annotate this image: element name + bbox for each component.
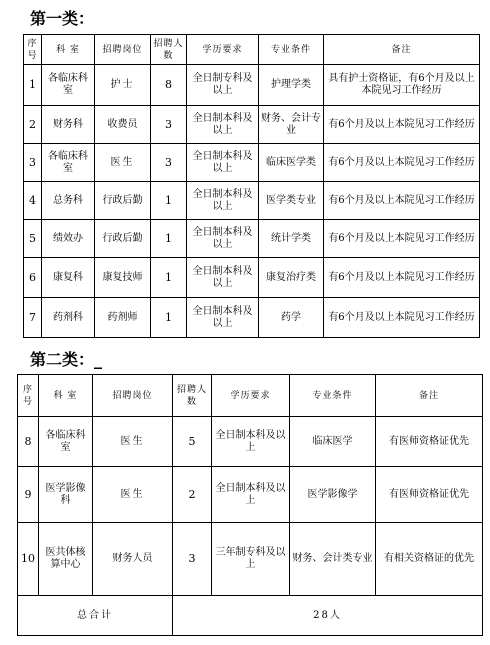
cell-seq: 7	[24, 298, 42, 338]
cell-note: 有6个月及以上本院见习工作经历	[324, 144, 480, 182]
cell-count: 3	[151, 144, 187, 182]
header-major: 专业条件	[290, 375, 376, 417]
cell-count: 1	[151, 258, 187, 298]
total-row	[18, 596, 483, 636]
cell-position: 财务人员	[93, 523, 173, 596]
cell-education: 全日制本科及以上	[187, 182, 259, 220]
cell-note: 有医师资格证优先	[376, 467, 483, 523]
total-label: 总合计	[18, 596, 173, 636]
cell-dept: 康复科	[42, 258, 95, 298]
table-row	[18, 467, 483, 523]
cell-major: 临床医学	[290, 417, 376, 467]
cell-count: 1	[151, 298, 187, 338]
table-row	[24, 182, 480, 220]
cell-major: 统计学类	[259, 220, 324, 258]
header-major: 专业条件	[259, 35, 324, 65]
cell-major: 医学类专业	[259, 182, 324, 220]
cell-note: 有相关资格证的优先	[376, 523, 483, 596]
header-note: 备注	[376, 375, 483, 417]
header-seq: 序号	[24, 35, 42, 65]
cell-dept: 各临床科室	[42, 144, 95, 182]
cell-major: 财务、会计专业	[259, 106, 324, 144]
header-education: 学历要求	[212, 375, 290, 417]
cell-note: 具有护士资格证，有6个月及以上本院见习工作经历	[324, 65, 480, 106]
table-header-row	[24, 35, 480, 65]
header-position: 招聘岗位	[95, 35, 151, 65]
cell-count: 3	[173, 523, 212, 596]
table-header-row	[18, 375, 483, 417]
cell-education: 全日制本科及以上	[212, 417, 290, 467]
cell-position: 行政后勤	[95, 220, 151, 258]
cell-seq: 10	[18, 523, 39, 596]
cell-seq: 9	[18, 467, 39, 523]
cell-note: 有6个月及以上本院见习工作经历	[324, 182, 480, 220]
cell-seq: 6	[24, 258, 42, 298]
cell-education: 全日制本科及以上	[187, 258, 259, 298]
cell-education: 全日制本科及以上	[187, 144, 259, 182]
cell-dept: 总务科	[42, 182, 95, 220]
table-row	[24, 106, 480, 144]
section-1-title: 第一类：	[30, 9, 95, 28]
header-dept: 科 室	[42, 35, 95, 65]
header-count: 招聘人数	[151, 35, 187, 65]
cell-position: 医生	[93, 417, 173, 467]
cell-position: 康复技师	[95, 258, 151, 298]
cell-dept: 医学影像科	[39, 467, 93, 523]
cell-education: 全日制本科及以上	[187, 298, 259, 338]
cell-count: 1	[151, 182, 187, 220]
cell-dept: 各临床科室	[42, 65, 95, 106]
total-value: 28人	[173, 596, 483, 636]
recruitment-table-2	[17, 374, 483, 636]
cell-seq: 8	[18, 417, 39, 467]
cell-note: 有6个月及以上本院见习工作经历	[324, 106, 480, 144]
cell-education: 全日制专科及以上	[187, 65, 259, 106]
cell-dept: 医共体核算中心	[39, 523, 93, 596]
cell-major: 药学	[259, 298, 324, 338]
cell-note: 有医师资格证优先	[376, 417, 483, 467]
cell-position: 行政后勤	[95, 182, 151, 220]
cell-count: 1	[151, 220, 187, 258]
header-dept: 科 室	[39, 375, 93, 417]
cell-major: 康复治疗类	[259, 258, 324, 298]
cell-position: 医生	[95, 144, 151, 182]
cell-note: 有6个月及以上本院见习工作经历	[324, 220, 480, 258]
cell-dept: 药剂科	[42, 298, 95, 338]
cell-major: 财务、会计类专业	[290, 523, 376, 596]
cell-major: 临床医学类	[259, 144, 324, 182]
cell-count: 5	[173, 417, 212, 467]
table-row	[24, 220, 480, 258]
cell-education: 全日制本科及以上	[187, 106, 259, 144]
cell-position: 护士	[95, 65, 151, 106]
table-row	[24, 65, 480, 106]
cell-count: 2	[173, 467, 212, 523]
cell-education: 全日制本科及以上	[187, 220, 259, 258]
header-count: 招聘人数	[173, 375, 212, 417]
cell-count: 3	[151, 106, 187, 144]
table-row	[18, 417, 483, 467]
cell-seq: 1	[24, 65, 42, 106]
header-note: 备注	[324, 35, 480, 65]
section-2-title: 第二类：_	[30, 350, 103, 369]
cell-seq: 3	[24, 144, 42, 182]
cell-note: 有6个月及以上本院见习工作经历	[324, 298, 480, 338]
cell-dept: 各临床科室	[39, 417, 93, 467]
cell-seq: 5	[24, 220, 42, 258]
cell-dept: 财务科	[42, 106, 95, 144]
header-seq: 序号	[18, 375, 39, 417]
table-row	[24, 258, 480, 298]
table-row	[24, 144, 480, 182]
header-education: 学历要求	[187, 35, 259, 65]
cell-dept: 绩效办	[42, 220, 95, 258]
cell-position: 医生	[93, 467, 173, 523]
cell-education: 三年制专科及以上	[212, 523, 290, 596]
header-position: 招聘岗位	[93, 375, 173, 417]
cell-position: 收费员	[95, 106, 151, 144]
cell-seq: 2	[24, 106, 42, 144]
cell-seq: 4	[24, 182, 42, 220]
table-row	[24, 298, 480, 338]
cell-note: 有6个月及以上本院见习工作经历	[324, 258, 480, 298]
table-row	[18, 523, 483, 596]
cell-major: 医学影像学	[290, 467, 376, 523]
cell-major: 护理学类	[259, 65, 324, 106]
cell-position: 药剂师	[95, 298, 151, 338]
recruitment-table-1	[23, 34, 480, 338]
cell-count: 8	[151, 65, 187, 106]
cell-education: 全日制本科及以上	[212, 467, 290, 523]
